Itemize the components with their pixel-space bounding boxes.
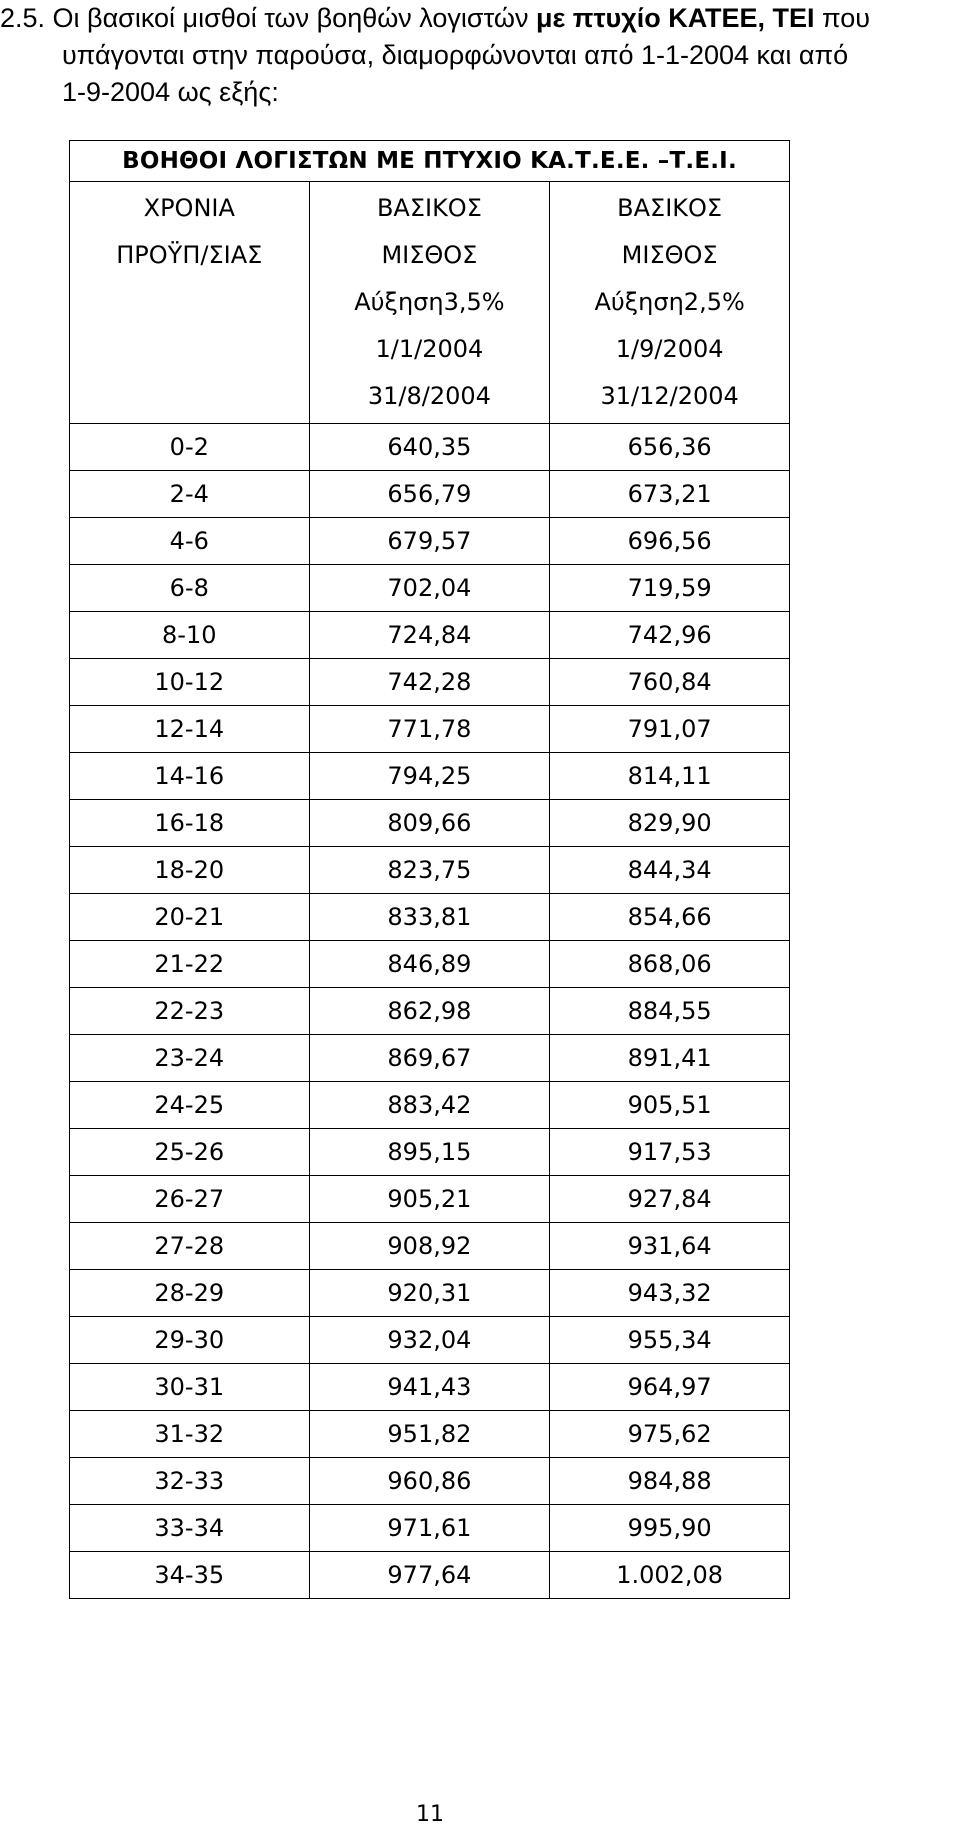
- intro-paragraph: [0, 0, 960, 111]
- table-row: [70, 1364, 790, 1411]
- salary-sep-cell: 984,88: [550, 1458, 790, 1505]
- salary-sep-cell: 760,84: [550, 659, 790, 706]
- table-row: [70, 988, 790, 1035]
- years-cell: 34-35: [70, 1552, 310, 1599]
- salary-jan-cell: 951,82: [309, 1411, 550, 1458]
- years-cell: 27-28: [70, 1223, 310, 1270]
- table-row: [70, 706, 790, 753]
- salary-sep-cell: 1.002,08: [550, 1552, 790, 1599]
- years-cell: 29-30: [70, 1317, 310, 1364]
- salary-jan-cell: 724,84: [309, 612, 550, 659]
- salary-jan-cell: 971,61: [309, 1505, 550, 1552]
- salary-sep-cell: 673,21: [550, 471, 790, 518]
- salary-jan-cell: 869,67: [309, 1035, 550, 1082]
- header-years: [70, 182, 310, 424]
- salary-jan-cell: 640,35: [309, 424, 550, 471]
- table-row: [70, 1035, 790, 1082]
- salary-sep-cell: 917,53: [550, 1129, 790, 1176]
- header-years-line: ΧΡΟΝΙΑ: [143, 194, 235, 222]
- years-cell: 12-14: [70, 706, 310, 753]
- intro-bold-text: με πτυχίο ΚΑΤΕΕ, ΤΕΙ: [535, 3, 815, 33]
- years-cell: 30-31: [70, 1364, 310, 1411]
- salary-jan-cell: 932,04: [309, 1317, 550, 1364]
- years-cell: 24-25: [70, 1082, 310, 1129]
- table-title: ΒΟΗΘΟΙ ΛΟΓΙΣΤΩΝ ΜΕ ΠΤΥΧΙΟ ΚΑ.Τ.Ε.Ε. –Τ.Ε.Ι.: [70, 141, 790, 182]
- years-cell: 8-10: [70, 612, 310, 659]
- salary-jan-cell: 809,66: [309, 800, 550, 847]
- salary-jan-cell: 960,86: [309, 1458, 550, 1505]
- salary-sep-cell: 931,64: [550, 1223, 790, 1270]
- header-salary-sep: [550, 182, 790, 424]
- salary-sep-cell: 891,41: [550, 1035, 790, 1082]
- page-number: 11: [416, 1802, 444, 1827]
- salary-jan-cell: 895,15: [309, 1129, 550, 1176]
- salary-jan-cell: 905,21: [309, 1176, 550, 1223]
- table-row: [70, 1317, 790, 1364]
- years-cell: 10-12: [70, 659, 310, 706]
- salary-jan-cell: 794,25: [309, 753, 550, 800]
- table-row: [70, 1129, 790, 1176]
- table-row: [70, 565, 790, 612]
- years-cell: 32-33: [70, 1458, 310, 1505]
- header-salary-jan: [309, 182, 550, 424]
- salary-sep-cell: 975,62: [550, 1411, 790, 1458]
- salary-sep-cell: 844,34: [550, 847, 790, 894]
- years-cell: 33-34: [70, 1505, 310, 1552]
- table-row: [70, 518, 790, 565]
- table-row: [70, 753, 790, 800]
- salary-sep-cell: 995,90: [550, 1505, 790, 1552]
- header-salary-sep-line: Αύξηση2,5%: [594, 288, 745, 316]
- table-row: [70, 894, 790, 941]
- header-salary-sep-line: 1/9/2004: [615, 335, 724, 363]
- salary-jan-cell: 846,89: [309, 941, 550, 988]
- salary-jan-cell: 702,04: [309, 565, 550, 612]
- years-cell: 23-24: [70, 1035, 310, 1082]
- salary-table: [69, 140, 790, 1599]
- salary-sep-cell: 884,55: [550, 988, 790, 1035]
- years-cell: 2-4: [70, 471, 310, 518]
- header-salary-sep-line: 31/12/2004: [600, 382, 739, 410]
- salary-jan-cell: 771,78: [309, 706, 550, 753]
- salary-sep-cell: 791,07: [550, 706, 790, 753]
- salary-sep-cell: 814,11: [550, 753, 790, 800]
- salary-sep-cell: 854,66: [550, 894, 790, 941]
- years-cell: 28-29: [70, 1270, 310, 1317]
- table-row: [70, 1270, 790, 1317]
- salary-jan-cell: 833,81: [309, 894, 550, 941]
- years-cell: 18-20: [70, 847, 310, 894]
- salary-sep-cell: 696,56: [550, 518, 790, 565]
- years-cell: 26-27: [70, 1176, 310, 1223]
- intro-text: 2.5. Οι βασικοί μισθοί των βοηθών λογιστών: [0, 3, 536, 33]
- salary-sep-cell: 964,97: [550, 1364, 790, 1411]
- years-cell: 16-18: [70, 800, 310, 847]
- table-row: [70, 1176, 790, 1223]
- intro-text-end: που: [814, 3, 871, 33]
- years-cell: 21-22: [70, 941, 310, 988]
- header-salary-jan-line: 31/8/2004: [367, 382, 491, 410]
- salary-sep-cell: 955,34: [550, 1317, 790, 1364]
- salary-jan-cell: 823,75: [309, 847, 550, 894]
- salary-jan-cell: 656,79: [309, 471, 550, 518]
- intro-line-3: 1-9-2004 ως εξής:: [62, 77, 279, 107]
- header-salary-sep-line: ΒΑΣΙΚΟΣ: [617, 194, 723, 222]
- years-cell: 22-23: [70, 988, 310, 1035]
- table-row: [70, 1411, 790, 1458]
- years-cell: 4-6: [70, 518, 310, 565]
- years-cell: 31-32: [70, 1411, 310, 1458]
- years-cell: 6-8: [70, 565, 310, 612]
- salary-sep-cell: 719,59: [550, 565, 790, 612]
- years-cell: 0-2: [70, 424, 310, 471]
- table-row: [70, 612, 790, 659]
- years-cell: 25-26: [70, 1129, 310, 1176]
- table-row: [70, 471, 790, 518]
- years-cell: 20-21: [70, 894, 310, 941]
- header-salary-jan-line: ΒΑΣΙΚΟΣ: [376, 194, 482, 222]
- header-salary-jan-line: 1/1/2004: [375, 335, 484, 363]
- salary-jan-cell: 679,57: [309, 518, 550, 565]
- salary-jan-cell: 941,43: [309, 1364, 550, 1411]
- header-years-line: ΠΡΟΫΠ/ΣΙΑΣ: [116, 241, 263, 269]
- salary-jan-cell: 742,28: [309, 659, 550, 706]
- years-cell: 14-16: [70, 753, 310, 800]
- table-row: [70, 1552, 790, 1599]
- salary-sep-cell: 829,90: [550, 800, 790, 847]
- salary-sep-cell: 905,51: [550, 1082, 790, 1129]
- salary-sep-cell: 742,96: [550, 612, 790, 659]
- table-row: [70, 800, 790, 847]
- intro-line-1: [0, 0, 960, 37]
- salary-jan-cell: 920,31: [309, 1270, 550, 1317]
- salary-jan-cell: 883,42: [309, 1082, 550, 1129]
- table-row: [70, 1505, 790, 1552]
- table-row: [70, 659, 790, 706]
- salary-sep-cell: 656,36: [550, 424, 790, 471]
- header-salary-sep-line: ΜΙΣΘΟΣ: [621, 241, 718, 269]
- salary-jan-cell: 908,92: [309, 1223, 550, 1270]
- table-row: [70, 424, 790, 471]
- intro-line-2: υπάγονται στην παρούσα, διαμορφώνονται από 1-1-2004 και από: [62, 40, 849, 70]
- salary-jan-cell: 977,64: [309, 1552, 550, 1599]
- table-row: [70, 847, 790, 894]
- table-row: [70, 1223, 790, 1270]
- table-row: [70, 1458, 790, 1505]
- table-row: [70, 941, 790, 988]
- salary-sep-cell: 943,32: [550, 1270, 790, 1317]
- salary-sep-cell: 868,06: [550, 941, 790, 988]
- salary-sep-cell: 927,84: [550, 1176, 790, 1223]
- table-row: [70, 1082, 790, 1129]
- header-salary-jan-line: ΜΙΣΘΟΣ: [381, 241, 478, 269]
- header-salary-jan-line: Αύξηση3,5%: [354, 288, 505, 316]
- salary-jan-cell: 862,98: [309, 988, 550, 1035]
